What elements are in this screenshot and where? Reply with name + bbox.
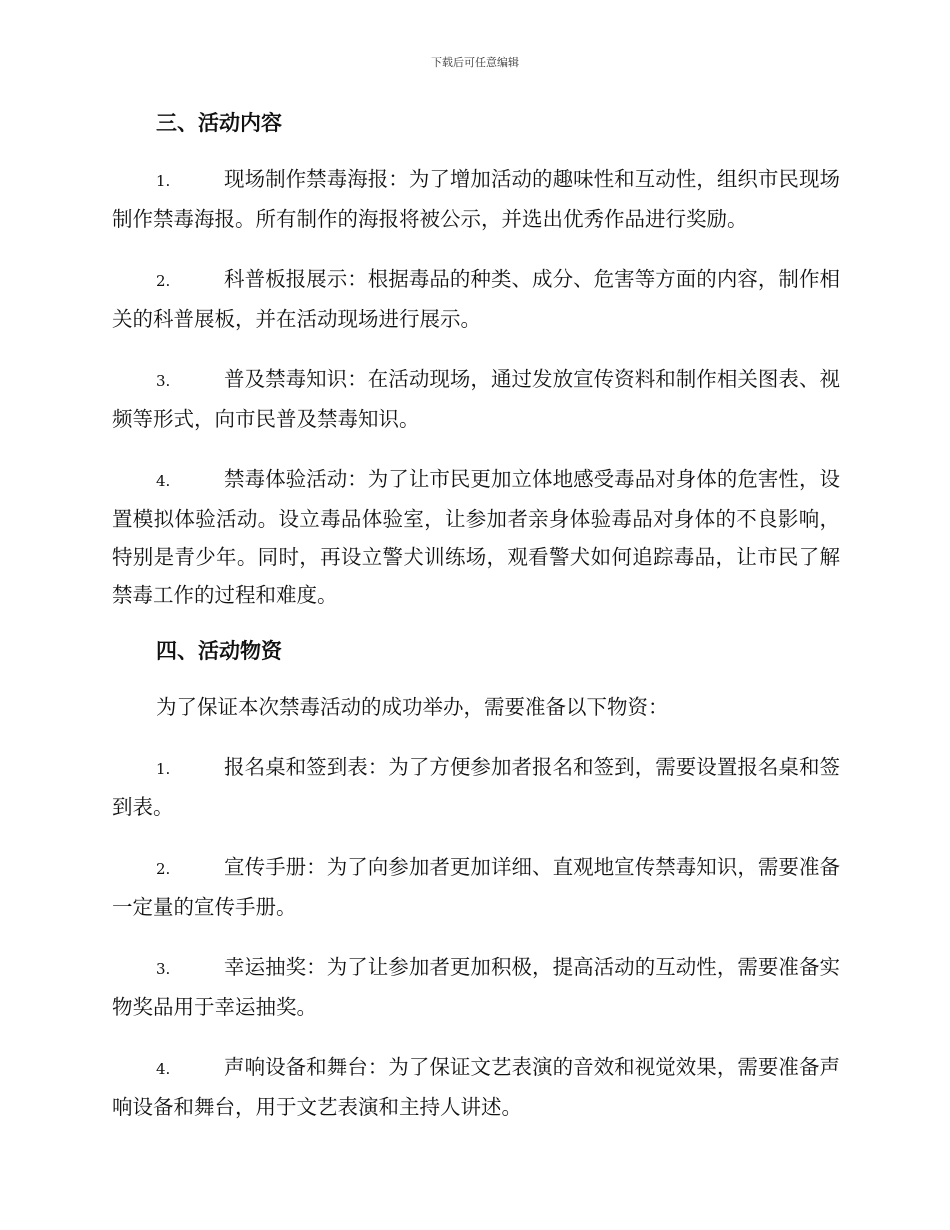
list-item-text: 报名桌和签到表：为了方便参加者报名和签到，需要设置报名桌和签到表。	[112, 755, 840, 819]
list-item	[112, 460, 840, 614]
list-item-text: 禁毒体验活动：为了让市民更加立体地感受毒品对身体的危害性，设置模拟体验活动。设立毒品体验室，让参加者亲身体验毒品对身体的不良影响，特别是青少年。同时，再设立警犬训练场，观看警犬如何追踪毒品，让市民了解禁毒工作的过程和难度。	[112, 467, 840, 607]
list-item-text: 科普板报展示：根据毒品的种类、成分、危害等方面的内容，制作相关的科普展板，并在活动现场进行展示。	[112, 267, 840, 331]
list-item	[112, 748, 840, 826]
list-item-number: 4.	[156, 472, 171, 490]
list-item	[112, 1048, 840, 1126]
list-item-number: 1.	[156, 760, 171, 778]
section-4-heading: 四、活动物资	[156, 638, 282, 663]
list-item-text: 宣传手册：为了向参加者更加详细、直观地宣传禁毒知识，需要准备一定量的宣传手册。	[112, 855, 840, 919]
section-3-heading: 三、活动内容	[156, 110, 282, 135]
list-item-number: 3.	[156, 960, 171, 978]
list-item	[112, 360, 840, 438]
list-item	[112, 260, 840, 338]
section-4-intro: 为了保证本次禁毒活动的成功举办，需要准备以下物资：	[156, 695, 669, 719]
list-item-text: 普及禁毒知识：在活动现场，通过发放宣传资料和制作相关图表、视频等形式，向市民普及禁毒知识。	[112, 367, 840, 431]
document-body	[112, 108, 840, 1148]
list-item-number: 2.	[156, 860, 171, 878]
list-item-text: 现场制作禁毒海报：为了增加活动的趣味性和互动性，组织市民现场制作禁毒海报。所有制作的海报将被公示，并选出优秀作品进行奖励。	[112, 167, 840, 231]
list-item-number: 1.	[156, 172, 171, 190]
list-item	[112, 160, 840, 238]
list-item-number: 4.	[156, 1060, 171, 1078]
list-item-number: 3.	[156, 372, 171, 390]
list-item-text: 幸运抽奖：为了让参加者更加积极，提高活动的互动性，需要准备实物奖品用于幸运抽奖。	[112, 955, 840, 1019]
list-item	[112, 848, 840, 926]
list-item	[112, 948, 840, 1026]
list-item-text: 声响设备和舞台：为了保证文艺表演的音效和视觉效果，需要准备声响设备和舞台，用于文艺表演和主持人讲述。	[112, 1055, 840, 1119]
page-header-note: 下载后可任意编辑	[431, 56, 519, 69]
list-item-number: 2.	[156, 272, 171, 290]
